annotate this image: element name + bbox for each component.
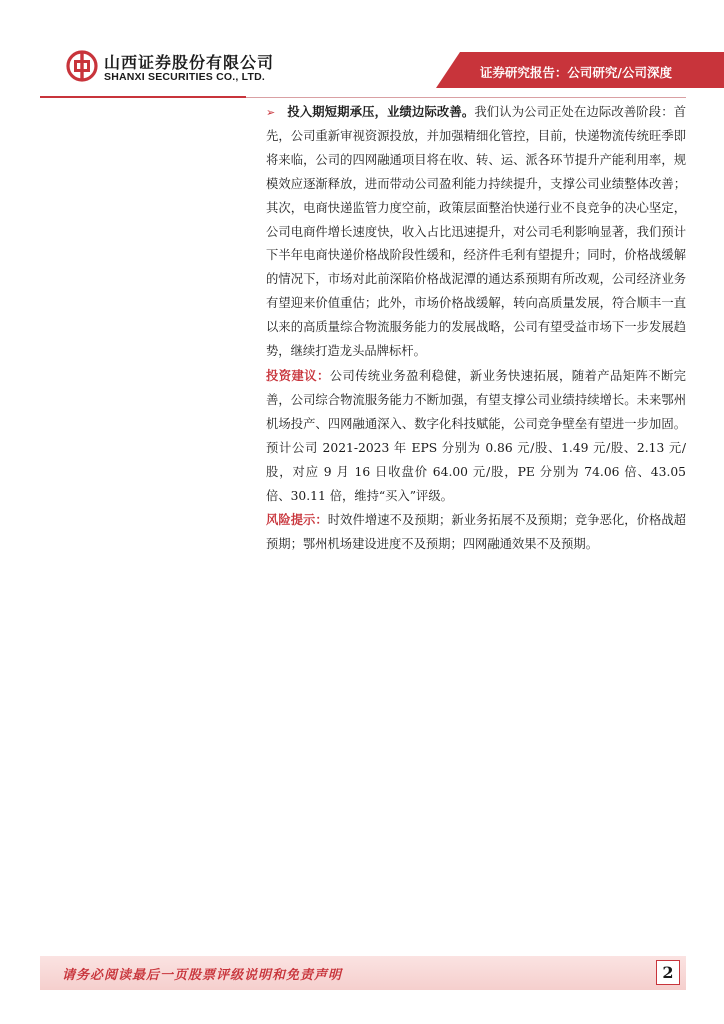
disclaimer-notice: 请务必阅读最后一页股票评级说明和免责声明 xyxy=(62,968,343,983)
bullet-body: 我们认为公司正处在边际改善阶段：首先，公司重新审视资源投放，并加强精细化管控，目前，快递物流传统旺季即将来临，公司的四网融通项目将在收、转、运、派各环节提升产能利用率，规模效应逐渐释放，进而带动公司盈利能力持续提升，支撑公司业绩整体改善；其次，电商快递监管力度空前，政策层面整治快递行业不良竞争的决心坚定，公司电商件增长速度快，收入占比迅速提升，对公司毛利影响显著，我们预计下半年电商快递价格战阶段性缓和，经济件毛利有望提升；同时，价格战缓解的情况下，市场对此前深陷价格战泥潭的通达系预期有所改观，公司经济业务有望迎来价值重估；此外，市场价格战缓解，转向高质量发展，符合顺丰一直以来的高质量综合物流服务能力的发展战略，公司有望受益市场下一步发展趋势，继续打造龙头品牌标杆。 xyxy=(266,105,686,359)
header-divider xyxy=(246,97,686,98)
investment-advice-body: 公司传统业务盈利稳健，新业务快速拓展，随着产品矩阵不断完善，公司综合物流服务能力不断加强，有望支撑公司业绩持续增长。未来鄂州机场投产、四网融通深入、数字化科技赋能，公司竞争壁垒有望进一步加固。预计公司 2021-2023 年 EPS 分别为 0.86 元/股、1.49 元/股、2.13 元/股，对应 9 月 16 日收盘价 64.00 元/股，PE 分别为 74.06 倍、43.05 倍、30.11 倍，维持“买入”评级。 xyxy=(266,368,686,503)
main-content xyxy=(266,100,686,557)
risk-warning-body: 时效件增速不及预期；新业务拓展不及预期；竞争恶化，价格战超预期；鄂州机场建设进度不及预期；四网融通效果不及预期。 xyxy=(266,513,686,552)
arrow-bullet-icon: ➢ xyxy=(266,106,276,119)
company-logo-icon xyxy=(66,50,98,82)
bullet-paragraph xyxy=(266,100,686,364)
investment-advice-label: 投资建议： xyxy=(266,367,330,383)
company-name-en: SHANXI SECURITIES CO., LTD. xyxy=(104,71,265,83)
bullet-heading: 投入期短期承压，业绩边际改善。 xyxy=(287,104,475,119)
investment-advice-paragraph xyxy=(266,364,686,508)
risk-warning-paragraph xyxy=(266,508,686,557)
header-divider-accent xyxy=(40,96,246,98)
page-footer xyxy=(40,956,686,990)
report-type-label: 证券研究报告：公司研究/公司深度 xyxy=(479,65,672,80)
company-name-cn: 山西证券股份有限公司 xyxy=(104,53,275,72)
risk-warning-label: 风险提示： xyxy=(266,512,328,528)
page-header xyxy=(0,0,724,100)
page-number: 2 xyxy=(656,960,680,985)
